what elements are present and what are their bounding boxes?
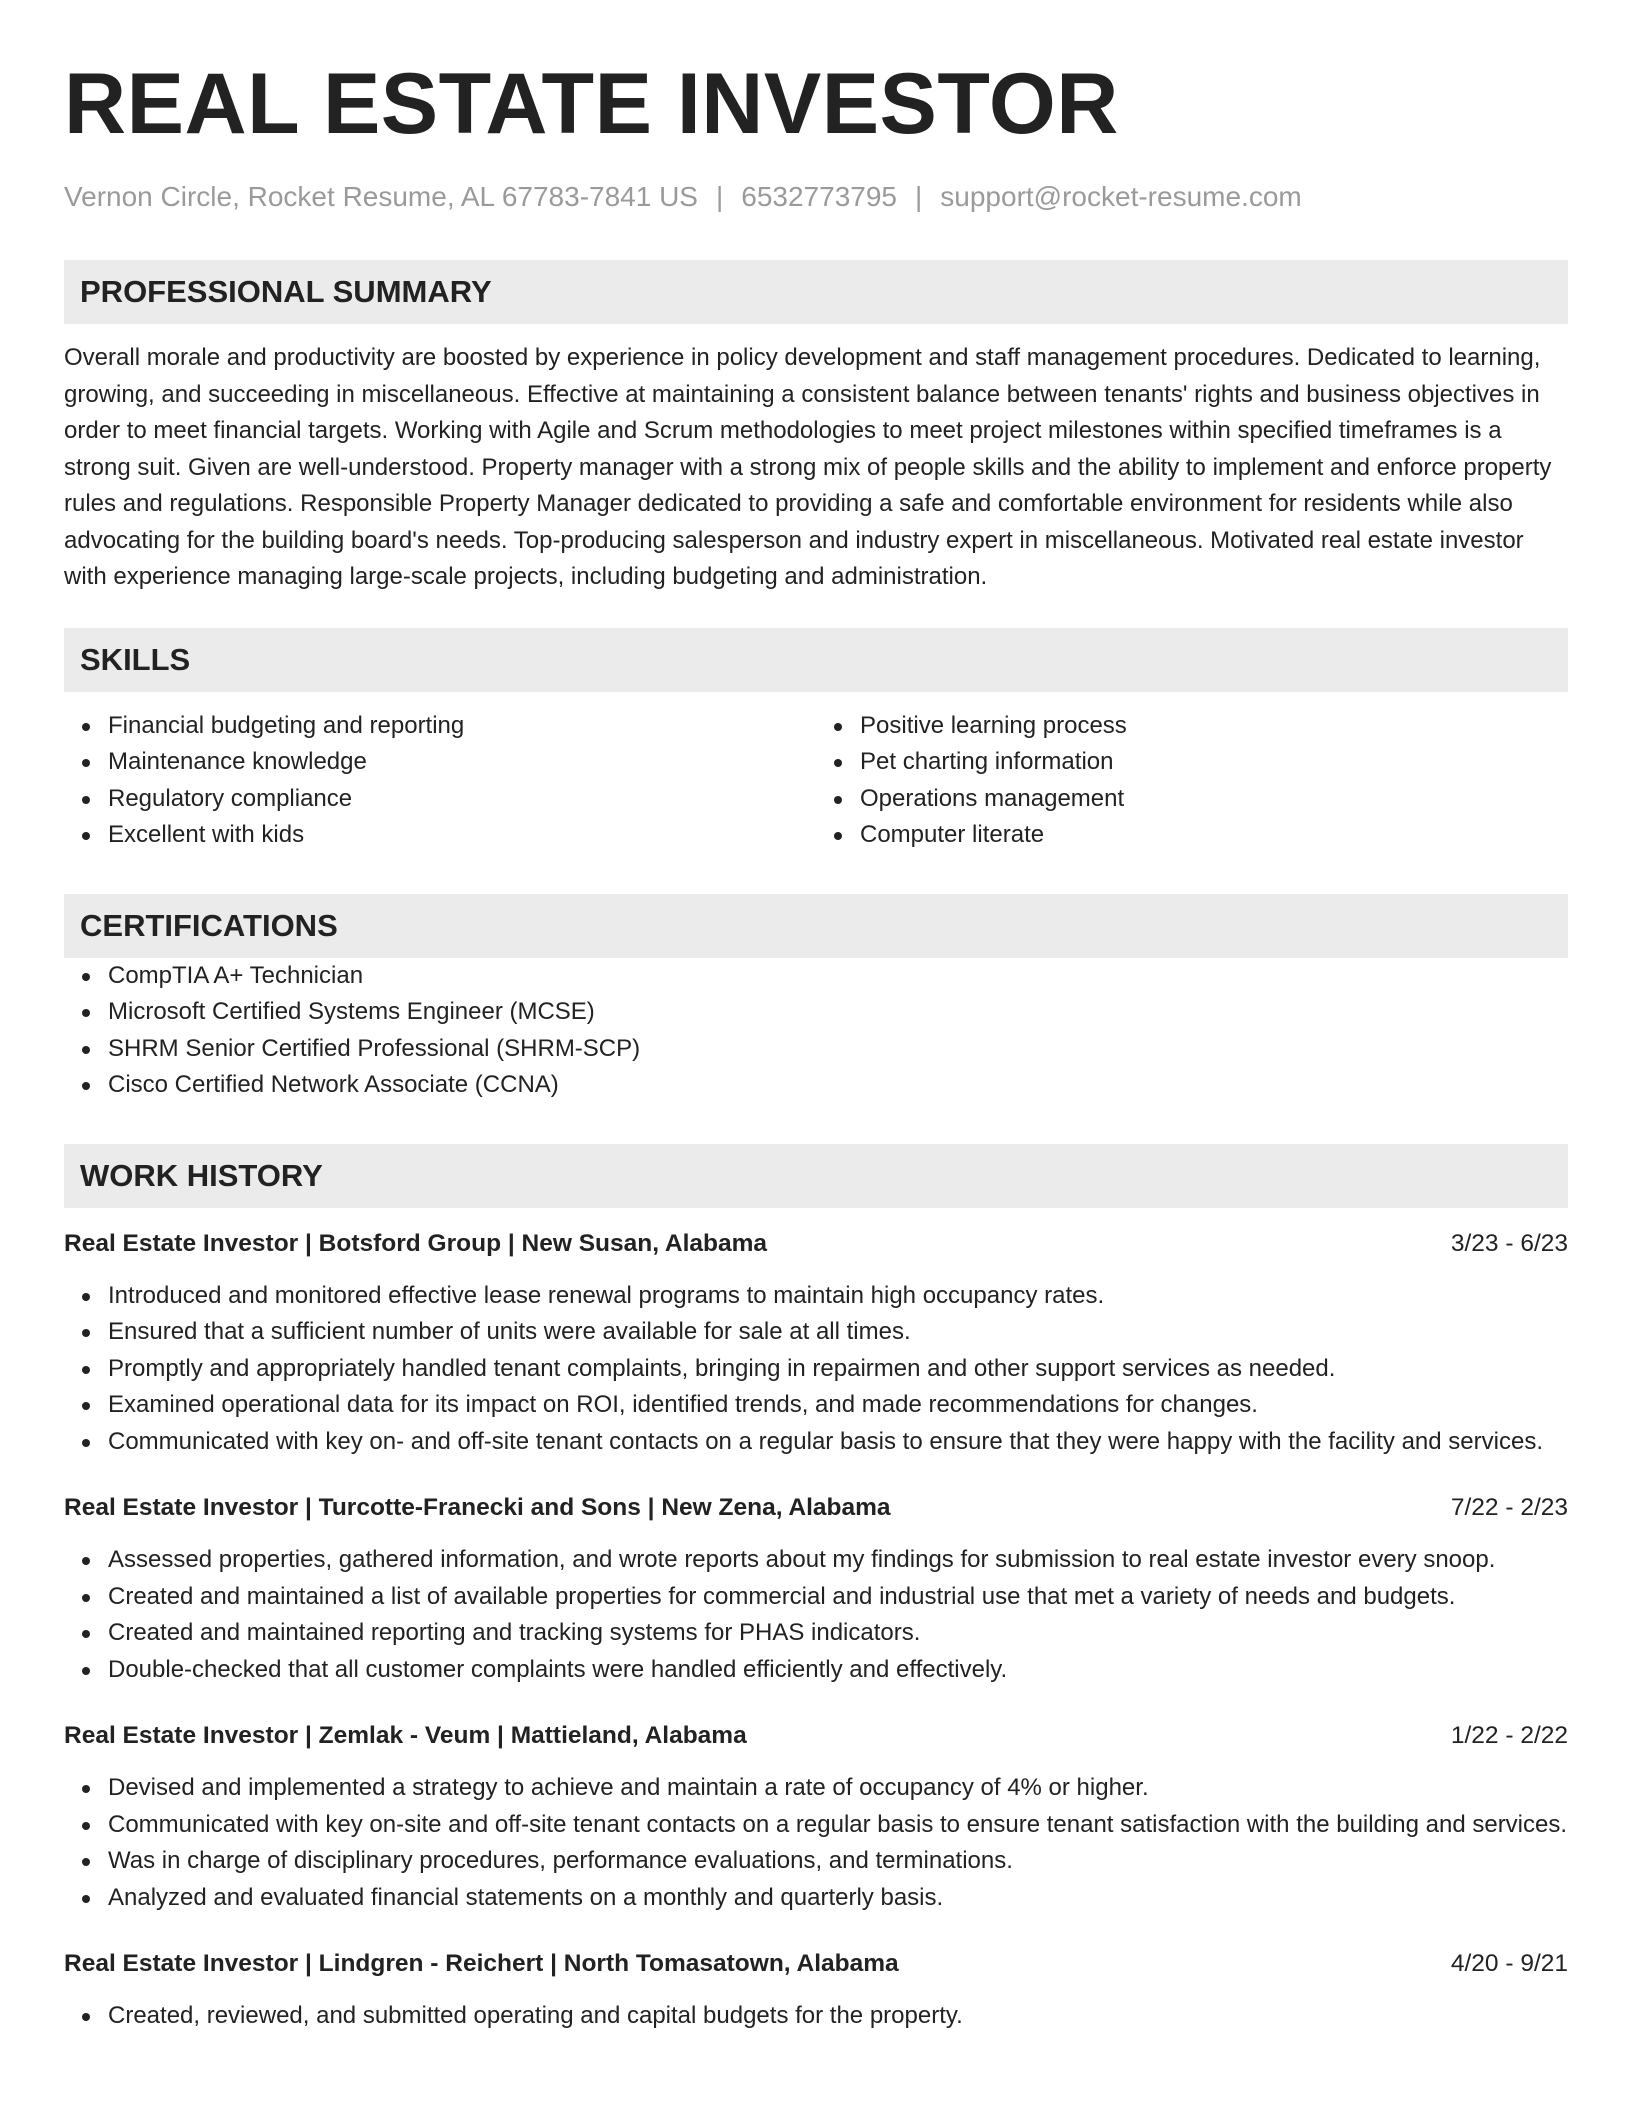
job-bullet: Devised and implemented a strategy to achieve and maintain a rate of occupancy of 4% or higher. [108, 1770, 1568, 1807]
contact-email: support@rocket-resume.com [940, 181, 1302, 212]
certification-item: Cisco Certified Network Associate (CCNA) [108, 1067, 1568, 1104]
job-title: Real Estate Investor | Turcotte-Franecki and Sons | New Zena, Alabama [64, 1494, 891, 1521]
job-dates: 4/20 - 9/21 [1450, 1950, 1568, 1977]
job-bullet: Communicated with key on- and off-site tenant contacts on a regular basis to ensure that they were happy with the facility and services. [108, 1424, 1568, 1461]
job-entry [64, 1946, 1568, 2035]
skill-item: Operations management [860, 781, 1568, 818]
skill-item: Excellent with kids [108, 817, 816, 854]
job-bullet: Ensured that a sufficient number of units were available for sale at all times. [108, 1314, 1568, 1351]
job-dates: 7/22 - 2/23 [1450, 1494, 1568, 1521]
job-dates: 3/23 - 6/23 [1450, 1229, 1568, 1257]
job-bullets [64, 1998, 1568, 2035]
job-entry [64, 1490, 1568, 1688]
job-title: Real Estate Investor | Zemlak - Veum | Mattieland, Alabama [64, 1722, 747, 1749]
job-bullet: Created, reviewed, and submitted operating and capital budgets for the property. [108, 1998, 1568, 2035]
section-header-certifications: CERTIFICATIONS [64, 894, 1568, 958]
job-bullets [64, 1542, 1568, 1688]
job-bullet: Promptly and appropriately handled tenant complaints, bringing in repairmen and other support services as needed. [108, 1351, 1568, 1388]
contact-separator: | [915, 181, 923, 212]
job-title: Real Estate Investor | Botsford Group | New Susan, Alabama [64, 1229, 768, 1257]
job-bullet: Introduced and monitored effective lease renewal programs to maintain high occupancy rates. [108, 1278, 1568, 1315]
section-header-skills: SKILLS [64, 628, 1568, 692]
job-bullet: Was in charge of disciplinary procedures, performance evaluations, and terminations. [108, 1843, 1568, 1880]
job-bullet: Double-checked that all customer complaints were handled efficiently and effectively. [108, 1652, 1568, 1689]
certifications-list [64, 958, 1568, 1104]
skill-item: Financial budgeting and reporting [108, 708, 816, 745]
job-bullet: Examined operational data for its impact on ROI, identified trends, and made recommendations for changes. [108, 1387, 1568, 1424]
job-entry [64, 1718, 1568, 1916]
section-header-work-history: WORK HISTORY [64, 1144, 1568, 1208]
candidate-name: REAL ESTATE INVESTOR [64, 56, 1119, 152]
skills-column-right [816, 708, 1568, 854]
contact-line [64, 178, 1568, 216]
skill-item: Maintenance knowledge [108, 744, 816, 781]
certification-item: CompTIA A+ Technician [108, 958, 1568, 995]
contact-address: Vernon Circle, Rocket Resume, AL 67783-7841 US [64, 181, 698, 212]
job-header [64, 1490, 1568, 1526]
job-title: Real Estate Investor | Lindgren - Reichert | North Tomasatown, Alabama [64, 1950, 899, 1977]
skill-item: Positive learning process [860, 708, 1568, 745]
job-header [64, 1226, 1568, 1262]
job-bullets [64, 1770, 1568, 1916]
skills-list [64, 708, 1568, 854]
job-header [64, 1946, 1568, 1982]
job-bullets [64, 1278, 1568, 1461]
job-bullet: Created and maintained a list of available properties for commercial and industrial use that met a variety of needs and budgets. [108, 1579, 1568, 1616]
job-entry [64, 1226, 1568, 1461]
contact-separator: | [715, 181, 724, 212]
section-header-summary: PROFESSIONAL SUMMARY [64, 260, 1568, 324]
skills-column-left [64, 708, 816, 854]
summary-text: Overall morale and productivity are boosted by experience in policy development and staff management procedures. Dedicated to learning, growing, and succeeding in miscellaneous. Effective at maintaining a consistent balance between tenants' rights and business objectives in order to meet financial targets. Working with Agile and Scrum methodologies to meet project milestones within specified timeframes is a strong suit. Given are well-understood. Property manager with a strong mix of people skills and the ability to implement and enforce property rules and regulations. Responsible Property Manager dedicated to providing a safe and comfortable environment for residents while also advocating for the building board's needs. Top-producing salesperson and industry expert in miscellaneous. Motivated real estate investor with experience managing large-scale projects, including budgeting and administration. [64, 344, 1552, 590]
job-bullet: Analyzed and evaluated financial statements on a monthly and quarterly basis. [108, 1880, 1568, 1917]
job-bullet: Assessed properties, gathered information, and wrote reports about my findings for submission to real estate investor every snoop. [108, 1542, 1568, 1579]
job-header [64, 1718, 1568, 1754]
skill-item: Pet charting information [860, 744, 1568, 781]
skill-item: Regulatory compliance [108, 781, 816, 818]
skill-item: Computer literate [860, 817, 1568, 854]
certification-item: SHRM Senior Certified Professional (SHRM-SCP) [108, 1031, 1568, 1068]
contact-phone: 6532773795 [741, 181, 897, 212]
job-dates: 1/22 - 2/22 [1450, 1722, 1568, 1749]
job-bullet: Communicated with key on-site and off-site tenant contacts on a regular basis to ensure tenant satisfaction with the building and services. [108, 1807, 1568, 1844]
job-bullet: Created and maintained reporting and tracking systems for PHAS indicators. [108, 1615, 1568, 1652]
certification-item: Microsoft Certified Systems Engineer (MCSE) [108, 994, 1568, 1031]
